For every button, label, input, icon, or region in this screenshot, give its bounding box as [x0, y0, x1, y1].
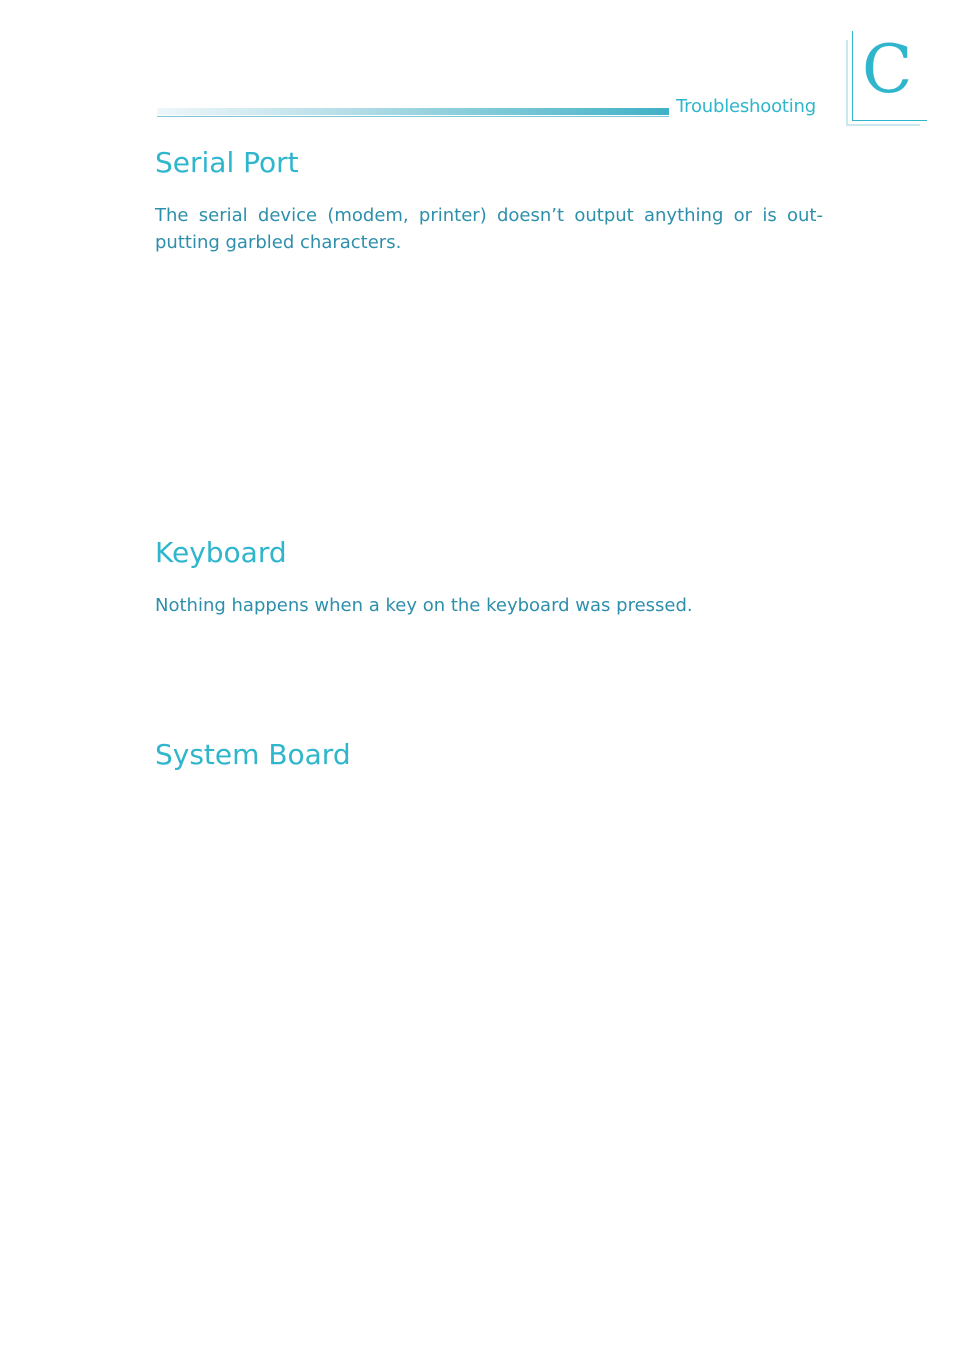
chapter-tab-shadow-horizontal: [846, 124, 920, 126]
paragraph-keyboard: Nothing happens when a key on the keyboard was pressed.: [155, 595, 693, 616]
header-gradient: [157, 108, 669, 115]
heading-keyboard: Keyboard: [155, 536, 287, 569]
running-header-section-title: Troubleshooting: [676, 96, 816, 117]
paragraph-serial-port: The serial device (modem, printer) doesn’t output anything or is out-putting garbled characters.: [155, 205, 823, 253]
header-gradient-bar: [157, 108, 669, 117]
header-rule: [157, 116, 669, 117]
chapter-tab-shadow-vertical: [846, 40, 848, 125]
chapter-letter: C: [862, 31, 913, 108]
chapter-tab-line-vertical: [852, 31, 853, 121]
heading-system-board: System Board: [155, 738, 351, 771]
chapter-tab: [846, 31, 924, 125]
heading-serial-port: Serial Port: [155, 146, 299, 179]
chapter-tab-line-horizontal: [852, 120, 927, 121]
